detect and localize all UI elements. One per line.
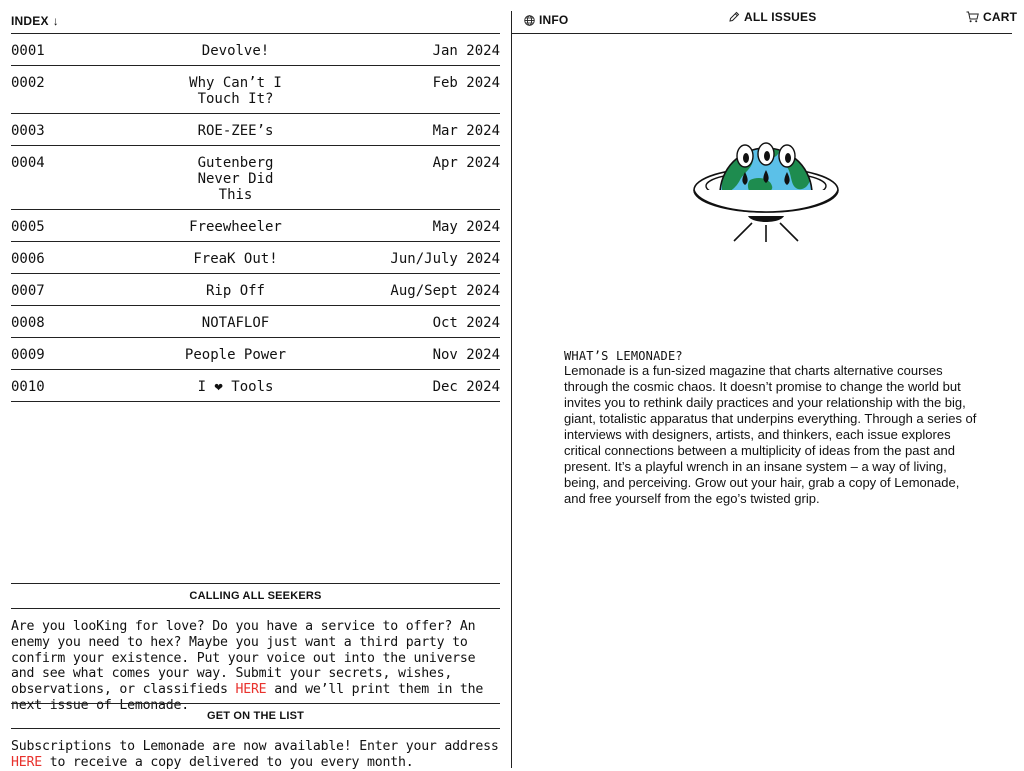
index-header[interactable]	[11, 13, 500, 34]
about-text: Lemonade is a fun-sized magazine that charts alternative courses through the cosmic chaos. It doesn’t promise to change the world but invites you to rethink daily practices and your relationship with the big, giant, totalistic apparatus that underpins everything. Through a series of interviews with designers, artists, and thinkers, each issue explores critical connections between a multiplicity of ideas from the past and present. It’s a playful wrench in an insane system – a way of living, being, and perceiving. Grow out your hair, grab a copy of Lemonade, and free yourself from the ego’s twisted grip.	[564, 363, 977, 506]
issue-number: 0002	[11, 75, 45, 91]
issue-title: NOTAFLOF	[201, 315, 270, 331]
cart-label: CART	[983, 10, 1018, 24]
issue-row[interactable]	[11, 66, 500, 114]
issue-index	[11, 34, 500, 402]
pencil-icon	[728, 11, 740, 23]
subscribe-section	[11, 703, 500, 771]
issue-row[interactable]	[11, 34, 500, 66]
issue-row[interactable]	[11, 242, 500, 274]
issue-date: Apr 2024	[432, 155, 500, 171]
ufo-earth-logo	[692, 128, 842, 248]
issue-number: 0010	[11, 379, 45, 395]
all-issues-label: ALL ISSUES	[744, 10, 817, 24]
issue-number: 0008	[11, 315, 45, 331]
subscribe-body: Subscriptions to Lemonade are now available! Enter your address	[11, 739, 499, 754]
column-divider	[511, 11, 512, 768]
issue-title: I ❤ Tools	[197, 379, 274, 395]
issue-number: 0007	[11, 283, 45, 299]
issue-title: Devolve!	[201, 43, 270, 59]
seekers-body-end: and we’ll print them in the next issue of Lemonade.	[11, 682, 484, 713]
issue-title: People Power	[184, 347, 287, 363]
about-section	[564, 349, 984, 507]
subscribe-link[interactable]: HERE	[11, 754, 42, 770]
issue-title: Gutenberg Never Did This	[197, 155, 274, 203]
subscribe-heading: GET ON THE LIST	[11, 703, 500, 729]
index-label: INDEX	[11, 14, 49, 28]
arrow-down-icon: ↓	[52, 14, 59, 28]
all-issues-link[interactable]	[728, 10, 816, 24]
issue-number: 0005	[11, 219, 45, 235]
seekers-submit-link[interactable]: HERE	[235, 682, 267, 698]
issue-date: Dec 2024	[432, 379, 500, 395]
issue-row[interactable]	[11, 210, 500, 242]
issue-number: 0006	[11, 251, 45, 267]
issue-date: Jan 2024	[432, 43, 500, 59]
issue-row[interactable]	[11, 274, 500, 306]
issue-number: 0003	[11, 123, 45, 139]
seekers-section	[11, 583, 500, 714]
subscribe-text	[11, 729, 500, 771]
seekers-body: Are you looKing for love? Do you have a service to offer? An enemy you need to hex? Maybe you just want a third party to confirm your existence. Put your voice out into the universe and see what comes your way. Submit your secrets, wishes, observations, or classifieds	[11, 619, 476, 698]
cart-link[interactable]	[966, 10, 1017, 24]
issue-title: ROE-ZEE’s	[197, 123, 274, 139]
top-nav	[512, 0, 1018, 34]
info-label: INFO	[539, 13, 569, 27]
cart-icon	[966, 11, 979, 23]
issue-date: Mar 2024	[432, 123, 500, 139]
subscribe-body-end: to receive a copy delivered to you every month.	[49, 754, 414, 770]
issue-title: Freewheeler	[189, 219, 282, 235]
globe-icon	[524, 15, 535, 26]
issue-date: Nov 2024	[432, 347, 500, 363]
issue-row[interactable]	[11, 338, 500, 370]
issue-number: 0001	[11, 43, 45, 59]
issue-title: FreaK Out!	[193, 251, 278, 267]
issue-row[interactable]	[11, 306, 500, 338]
issue-row[interactable]	[11, 146, 500, 210]
issue-row[interactable]	[11, 114, 500, 146]
seekers-heading: CALLING ALL SEEKERS	[11, 583, 500, 609]
seekers-text	[11, 609, 500, 714]
issue-title: Rip Off	[205, 283, 265, 299]
issue-date: Feb 2024	[432, 75, 500, 91]
about-title: WHAT’S LEMONADE?	[564, 349, 683, 363]
issue-date: Jun/July 2024	[390, 251, 500, 267]
info-link[interactable]	[524, 13, 568, 27]
issue-date: Aug/Sept 2024	[390, 283, 500, 299]
issue-date: May 2024	[432, 219, 500, 235]
issue-date: Oct 2024	[432, 315, 500, 331]
issue-title: Why Can’t I Touch It?	[189, 75, 282, 107]
issue-number: 0009	[11, 347, 45, 363]
issue-number: 0004	[11, 155, 45, 171]
issue-row[interactable]	[11, 370, 500, 402]
